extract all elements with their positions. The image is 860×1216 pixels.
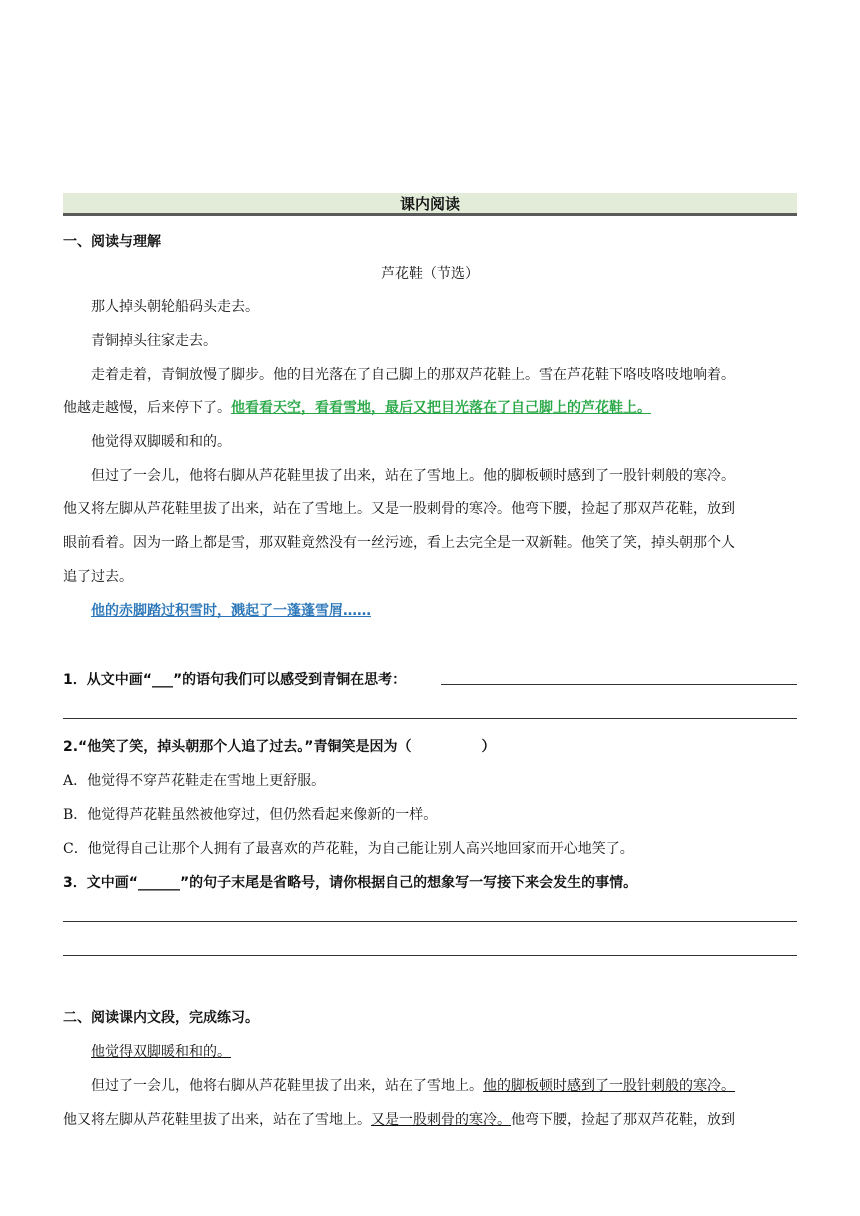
section2-paragraph-1 bbox=[91, 1041, 825, 1061]
option-c: C．他觉得自己让那个人拥有了最喜欢的芦花鞋，为自己能让别人高兴地回家而开心地笑了。 bbox=[63, 841, 634, 857]
section1-heading: 一、阅读与理解 bbox=[63, 234, 161, 250]
section2-text: 他又将左脚从芦花鞋里拔了出来，站在了雪地上。 bbox=[63, 1112, 371, 1128]
option-a: A．他觉得不穿芦花鞋走在雪地上更舒服。 bbox=[63, 773, 326, 789]
paragraph-3-line-2 bbox=[63, 397, 797, 417]
underlined-sentence: 他觉得双脚暖和和的。 bbox=[91, 1044, 231, 1060]
paragraph-3-line-1: 走着走着，青铜放慢了脚步。他的目光落在了自己脚上的那双芦花鞋上。雪在芦花鞋下咯吱咯吱地响着。 bbox=[91, 367, 735, 383]
answer-line-q1[interactable] bbox=[441, 684, 797, 685]
passage-title: 芦花鞋（节选） bbox=[381, 266, 479, 282]
answer-line-q3-2[interactable] bbox=[63, 955, 797, 956]
paragraph-5-line-2: 他又将左脚从芦花鞋里拔了出来，站在了雪地上。又是一股刺骨的寒冷。他弯下腰，捡起了那双芦花鞋，放到 bbox=[63, 501, 735, 517]
paragraph-5-line-4: 追了过去。 bbox=[63, 569, 133, 585]
question-3: 3．文中画“______”的句子末尾是省略号，请你根据自己的想象写一写接下来会发生的事情。 bbox=[63, 875, 638, 891]
highlighted-sentence-blue: 他的赤脚踏过积雪时，溅起了一蓬蓬雪屑…… bbox=[91, 603, 371, 619]
underlined-sentence: 又是一股刺骨的寒冷。 bbox=[371, 1112, 511, 1128]
question-1: 1．从文中画“___”的语句我们可以感受到青铜在思考： bbox=[63, 672, 407, 688]
option-b: B．他觉得芦花鞋虽然被他穿过，但仍然看起来像新的一样。 bbox=[63, 807, 438, 823]
answer-line-q3-1[interactable] bbox=[63, 921, 797, 922]
paragraph-5-line-1: 但过了一会儿，他将右脚从芦花鞋里拔了出来，站在了雪地上。他的脚板顿时感到了一股针刺般的寒冷。 bbox=[91, 468, 735, 484]
answer-line-q1-2[interactable] bbox=[63, 718, 797, 719]
highlighted-sentence-green: 他看看天空，看看雪地，最后又把目光落在了自己脚上的芦花鞋上。 bbox=[231, 400, 651, 416]
section2-text: 他弯下腰，捡起了那双芦花鞋，放到 bbox=[511, 1112, 735, 1128]
section-banner: 课内阅读 bbox=[63, 193, 797, 216]
question-2: 2.“他笑了笑，掉头朝那个人追了过去。”青铜笑是因为（ ） bbox=[63, 739, 496, 755]
paragraph-5-line-3: 眼前看着。因为一路上都是雪，那双鞋竟然没有一丝污迹，看上去完全是一双新鞋。他笑了笑，掉头朝那个人 bbox=[63, 535, 735, 551]
paragraph-3-text: 他越走越慢，后来停下了。 bbox=[63, 400, 231, 416]
paragraph-1: 那人掉头朝轮船码头走去。 bbox=[91, 299, 259, 315]
section2-heading: 二、阅读课内文段，完成练习。 bbox=[63, 1010, 259, 1026]
paragraph-2: 青铜掉头往家走去。 bbox=[91, 333, 217, 349]
section2-paragraph-2-line-2 bbox=[63, 1109, 797, 1129]
underlined-sentence: 他的脚板顿时感到了一股针刺般的寒冷。 bbox=[483, 1078, 735, 1094]
section2-paragraph-2-line-1 bbox=[91, 1075, 825, 1095]
section2-text: 但过了一会儿，他将右脚从芦花鞋里拔了出来，站在了雪地上。 bbox=[91, 1078, 483, 1094]
paragraph-4: 他觉得双脚暖和和的。 bbox=[91, 434, 231, 450]
paragraph-6 bbox=[91, 600, 825, 620]
